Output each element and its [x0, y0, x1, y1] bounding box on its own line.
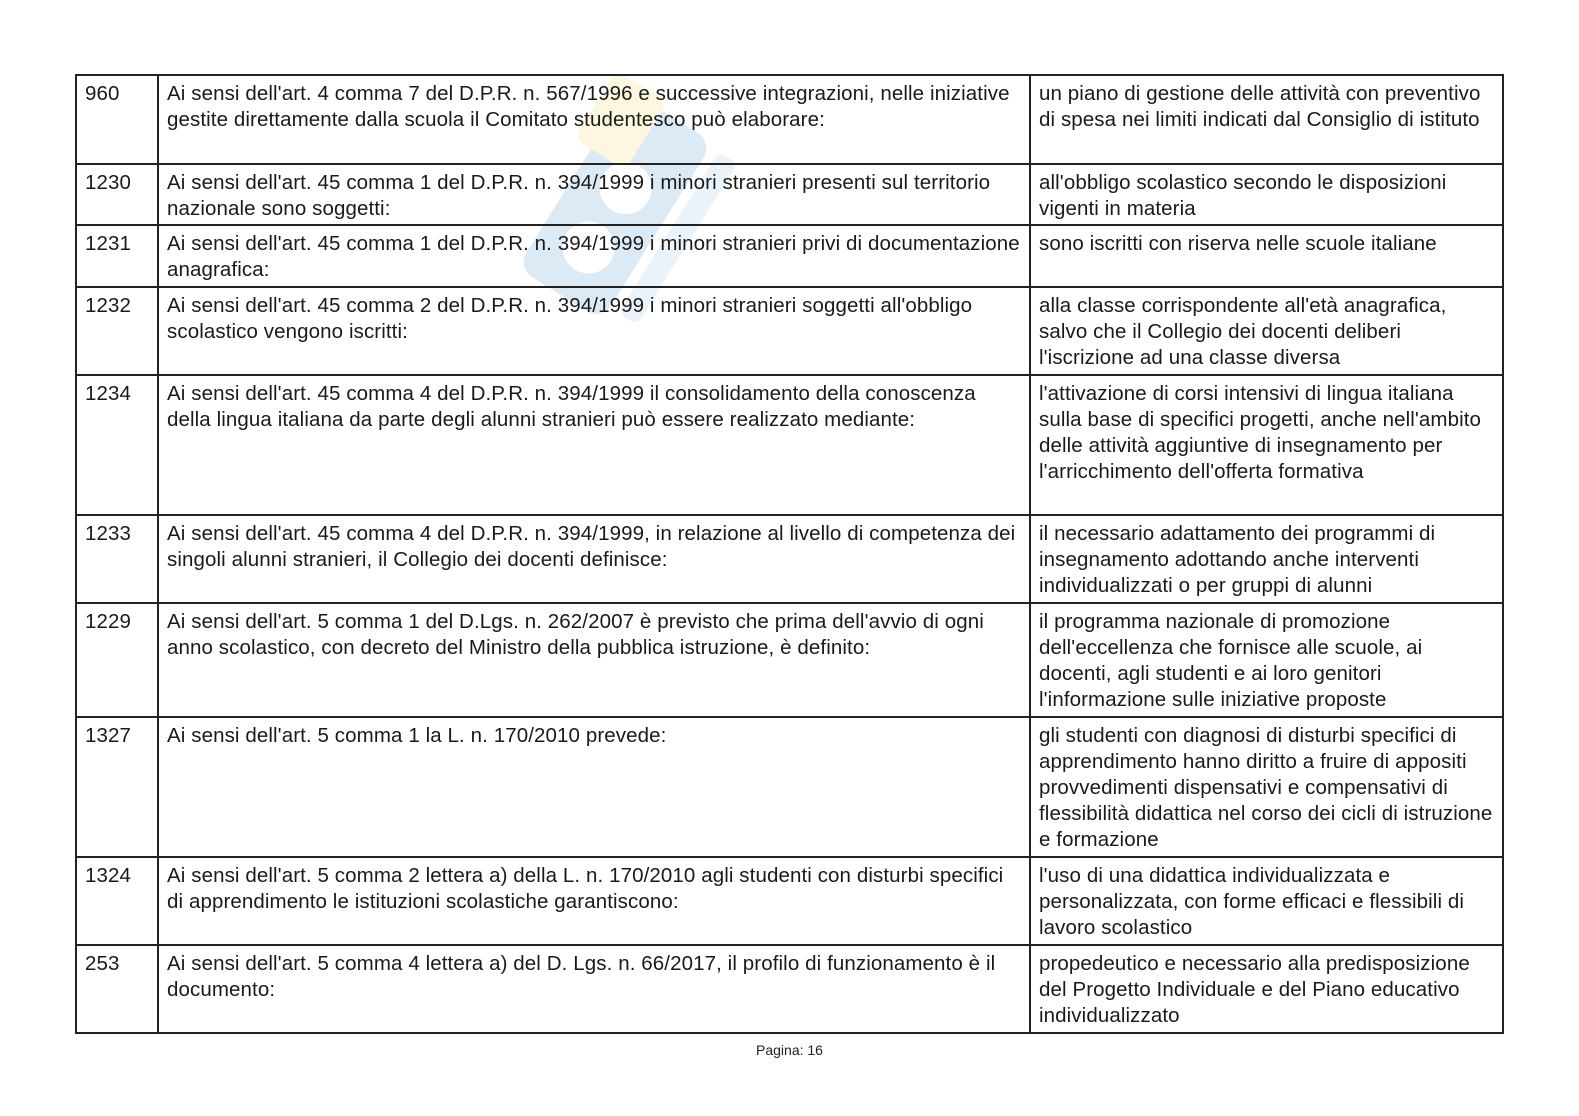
question-text: Ai sensi dell'art. 5 comma 1 la L. n. 170/2010 prevede:	[158, 717, 1030, 857]
question-text: Ai sensi dell'art. 45 comma 4 del D.P.R. n. 394/1999 il consolidamento della conoscenza della lingua italiana da parte degli alunni stranieri può essere realizzato mediante:	[158, 375, 1030, 515]
answer-text: il necessario adattamento dei programmi di insegnamento adottando anche interventi individualizzati o per gruppi di alunni	[1030, 515, 1503, 603]
answer-text: propedeutico e necessario alla predisposizione del Progetto Individuale e del Piano educativo individualizzato	[1030, 945, 1503, 1033]
table-row	[76, 945, 1503, 1033]
table-row	[76, 225, 1503, 287]
table-row	[76, 857, 1503, 945]
answer-text: l'uso di una didattica individualizzata e personalizzata, con forme efficaci e flessibili di lavoro scolastico	[1030, 857, 1503, 945]
question-id: 1230	[76, 164, 158, 225]
question-id: 1231	[76, 225, 158, 287]
question-text: Ai sensi dell'art. 5 comma 1 del D.Lgs. n. 262/2007 è previsto che prima dell'avvio di ogni anno scolastico, con decreto del Ministro della pubblica istruzione, è definito:	[158, 603, 1030, 717]
question-id: 1327	[76, 717, 158, 857]
question-text: Ai sensi dell'art. 45 comma 1 del D.P.R. n. 394/1999 i minori stranieri presenti sul territorio nazionale sono soggetti:	[158, 164, 1030, 225]
answer-text: il programma nazionale di promozione dell'eccellenza che fornisce alle scuole, ai docenti, agli studenti e ai loro genitori l'informazione sulle iniziative proposte	[1030, 603, 1503, 717]
table-row	[76, 603, 1503, 717]
question-text: Ai sensi dell'art. 45 comma 4 del D.P.R. n. 394/1999, in relazione al livello di competenza dei singoli alunni stranieri, il Collegio dei docenti definisce:	[158, 515, 1030, 603]
question-text: Ai sensi dell'art. 45 comma 1 del D.P.R. n. 394/1999 i minori stranieri privi di documentazione anagrafica:	[158, 225, 1030, 287]
question-id: 1232	[76, 287, 158, 375]
question-text: Ai sensi dell'art. 5 comma 2 lettera a) della L. n. 170/2010 agli studenti con disturbi specifici di apprendimento le istituzioni scolastiche garantiscono:	[158, 857, 1030, 945]
question-id: 960	[76, 75, 158, 164]
table-row	[76, 375, 1503, 515]
table-row	[76, 164, 1503, 225]
question-text: Ai sensi dell'art. 45 comma 2 del D.P.R. n. 394/1999 i minori stranieri soggetti all'obbligo scolastico vengono iscritti:	[158, 287, 1030, 375]
question-id: 253	[76, 945, 158, 1033]
answer-text: all'obbligo scolastico secondo le disposizioni vigenti in materia	[1030, 164, 1503, 225]
answer-text: alla classe corrispondente all'età anagrafica, salvo che il Collegio dei docenti deliberi l'iscrizione ad una classe diversa	[1030, 287, 1503, 375]
question-id: 1233	[76, 515, 158, 603]
question-text: Ai sensi dell'art. 4 comma 7 del D.P.R. n. 567/1996 e successive integrazioni, nelle iniziative gestite direttamente dalla scuola il Comitato studentesco può elaborare:	[158, 75, 1030, 164]
answer-text: un piano di gestione delle attività con preventivo di spesa nei limiti indicati dal Consiglio di istituto	[1030, 75, 1503, 164]
question-id: 1229	[76, 603, 158, 717]
table-row	[76, 287, 1503, 375]
table-row	[76, 515, 1503, 603]
table-row	[76, 75, 1503, 164]
question-text: Ai sensi dell'art. 5 comma 4 lettera a) del D. Lgs. n. 66/2017, il profilo di funzionamento è il documento:	[158, 945, 1030, 1033]
table-row	[76, 717, 1503, 857]
question-id: 1234	[76, 375, 158, 515]
questions-table	[75, 74, 1504, 1034]
answer-text: gli studenti con diagnosi di disturbi specifici di apprendimento hanno diritto a fruire di appositi provvedimenti dispensativi e compensativi di flessibilità didattica nel corso dei cicli di istruzione e formazione	[1030, 717, 1503, 857]
answer-text: l'attivazione di corsi intensivi di lingua italiana sulla base di specifici progetti, anche nell'ambito delle attività aggiuntive di insegnamento per l'arricchimento dell'offerta formativa	[1030, 375, 1503, 515]
question-id: 1324	[76, 857, 158, 945]
page-number: Pagina: 16	[756, 1042, 823, 1058]
answer-text: sono iscritti con riserva nelle scuole italiane	[1030, 225, 1503, 287]
